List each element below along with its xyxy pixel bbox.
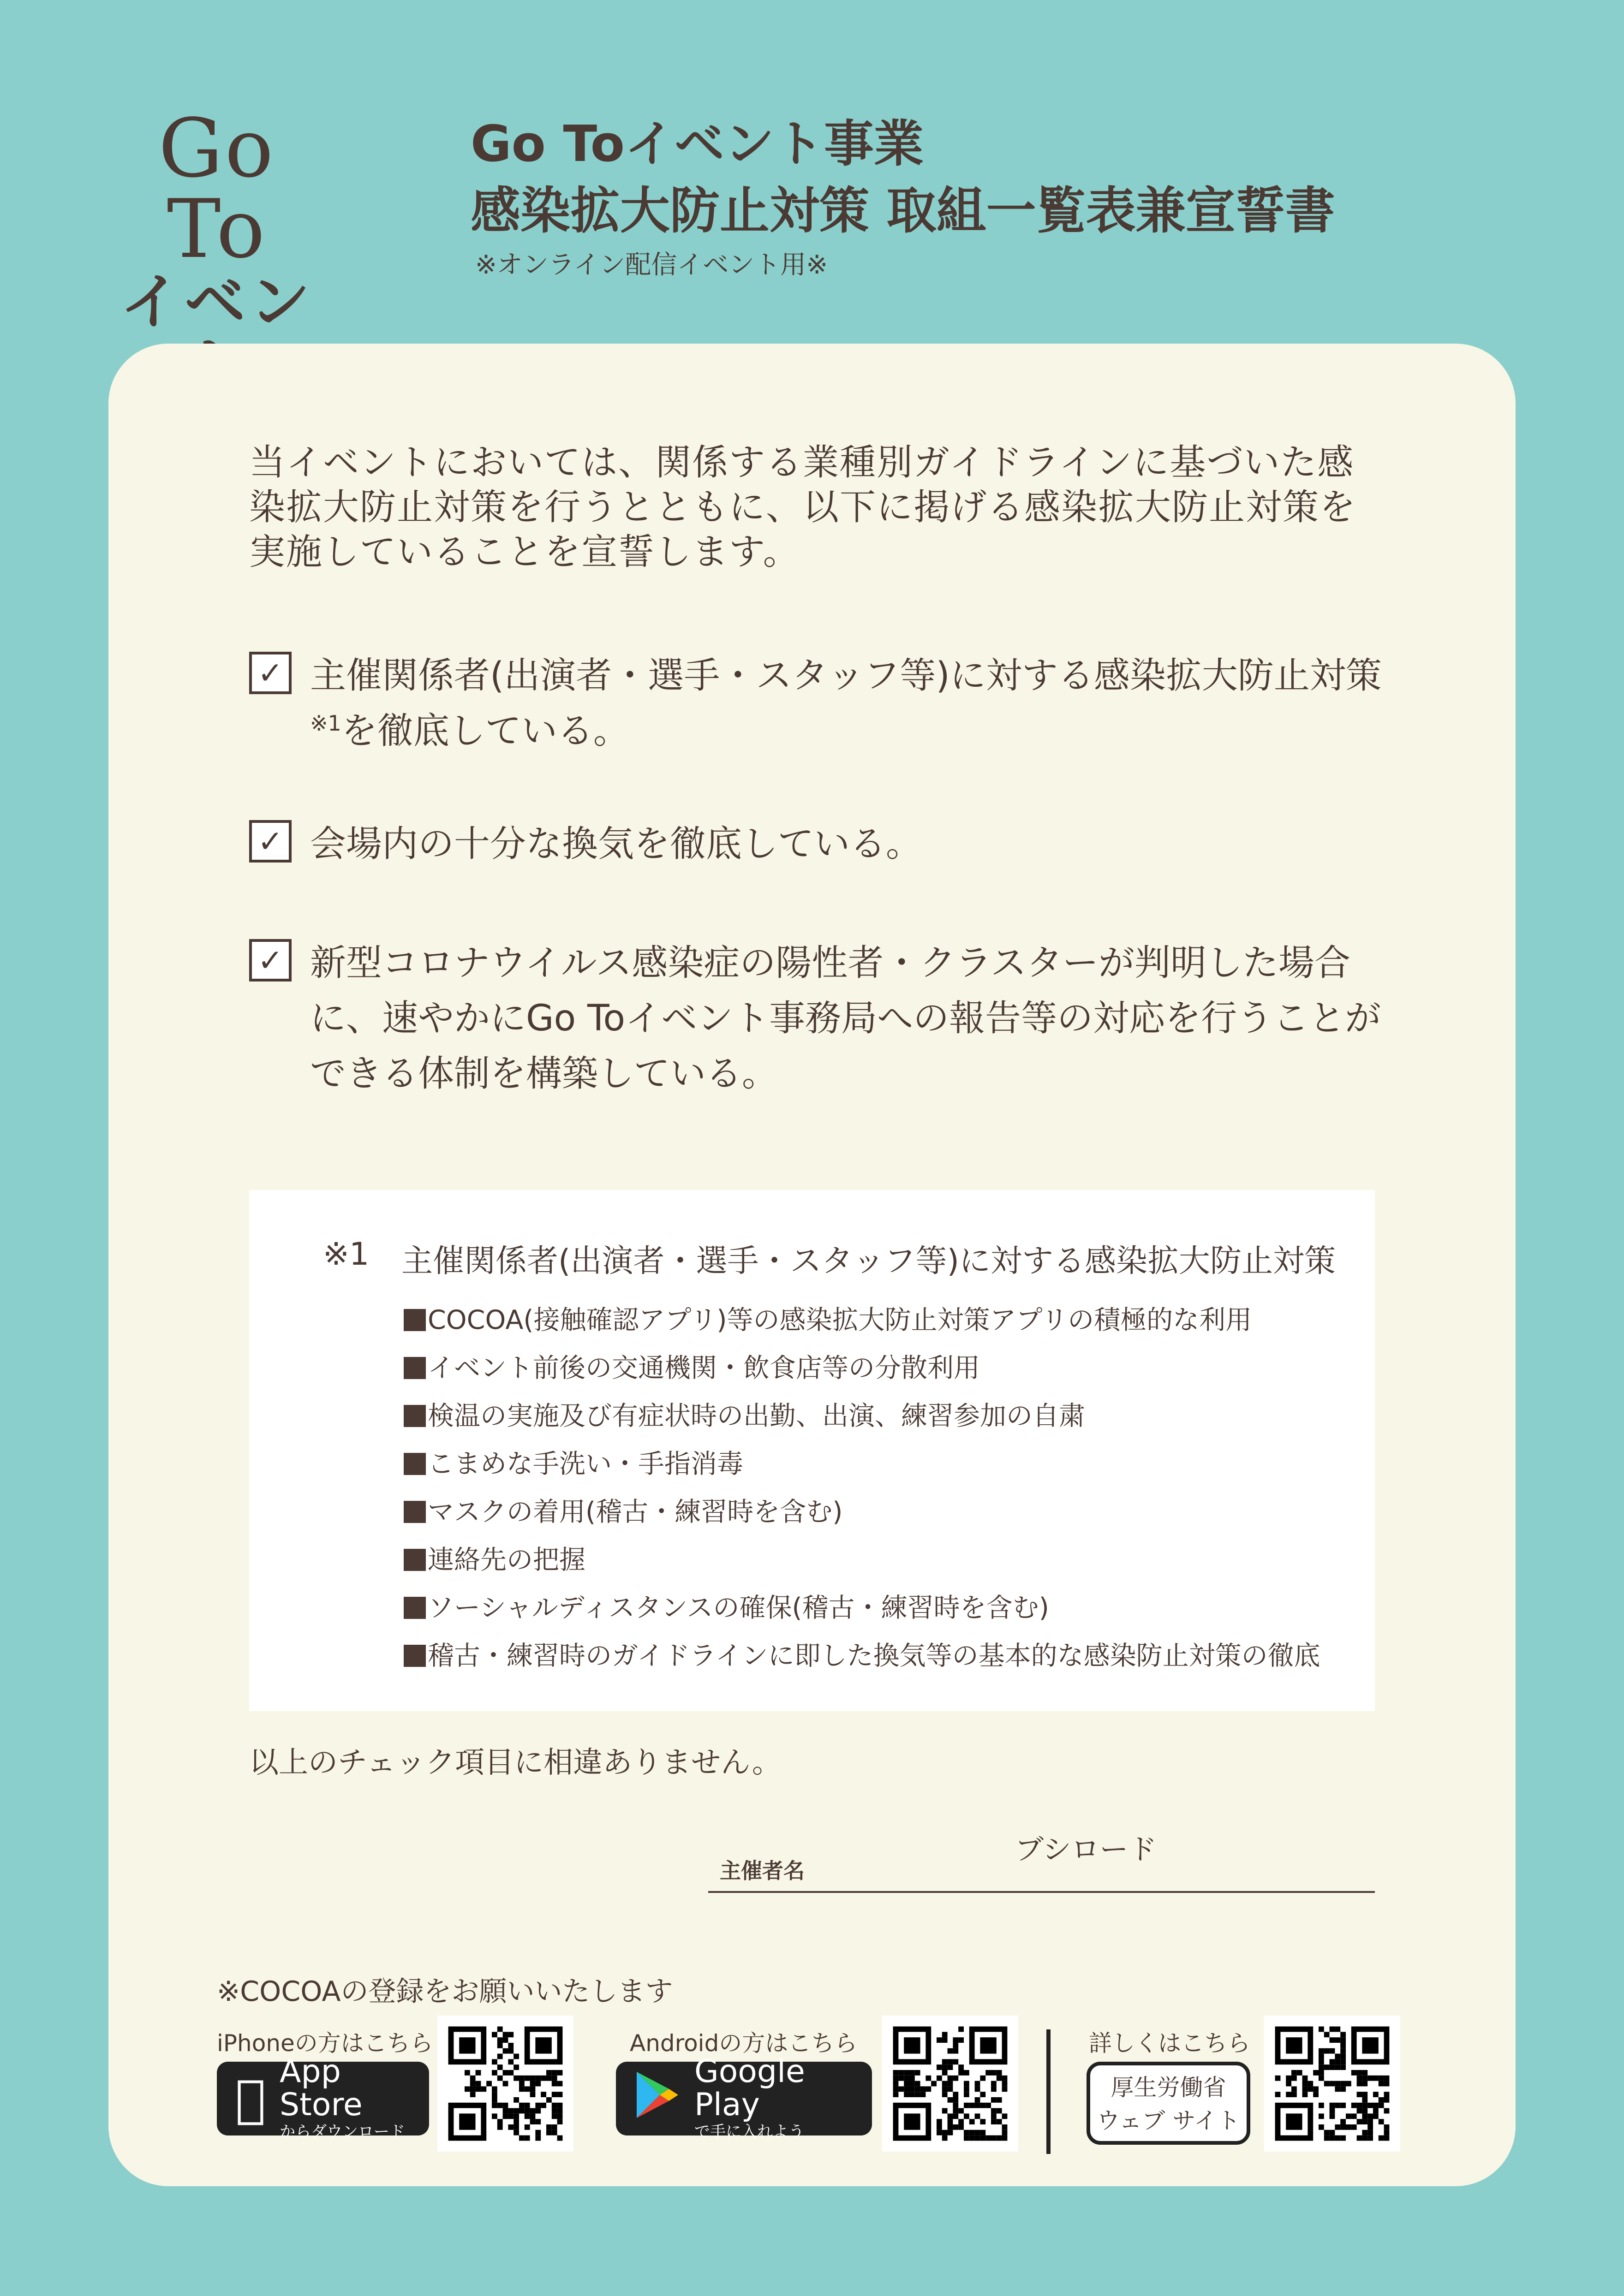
mhlw-website-button[interactable] — [1087, 2062, 1250, 2145]
google-play-button[interactable] — [616, 2053, 872, 2141]
measures-note-box — [249, 1190, 1375, 1711]
google-play-icon — [634, 2070, 681, 2128]
list-item: ソーシャルディスタンスの確保(稽古・練習時を含む) — [404, 1584, 1320, 1632]
list-item: 検温の実施及び有症状時の出勤、出演、練習参加の自粛 — [404, 1392, 1320, 1440]
checklist-item-2-text: 会場内の十分な換気を徹底している。 — [310, 823, 922, 865]
square-bullet-icon — [404, 1501, 426, 1523]
note-ref: ※1 — [310, 711, 341, 736]
iphone-label: iPhoneの方はこちら — [217, 2030, 433, 2057]
android-qr-code[interactable] — [882, 2016, 1018, 2152]
confirmation-text: 以上のチェック項目に相違ありません。 — [249, 1746, 782, 1780]
details-label: 詳しくはこちら — [1089, 2030, 1250, 2057]
cocoa-title: ※COCOAの登録をお願いいたします — [217, 1975, 673, 2008]
mhlw-qr-code[interactable] — [1264, 2016, 1400, 2152]
android-label: Androidの方はこちら — [630, 2030, 858, 2057]
page-title — [471, 111, 1335, 244]
mhlw-line-1: 厚生労働省 — [1111, 2074, 1226, 2101]
organizer-name-field[interactable]: ブシロード — [1015, 1832, 1157, 1866]
note-title-text: 主催関係者(出演者・選手・スタッフ等)に対する感染拡大防止対策 — [401, 1243, 1336, 1279]
list-item: イベント前後の交通機関・飲食店等の分散利用 — [404, 1344, 1320, 1392]
organizer-underline — [708, 1891, 1375, 1893]
checkbox-3[interactable] — [249, 939, 292, 981]
app-store-sub: からダウンロード — [249, 2106, 375, 2124]
check-mark-icon: ✓ — [257, 655, 283, 691]
checklist-item-3-text: 新型コロナウイルス感染症の陽性者・クラスターが判明した場合に、速やかにGo Toイベント事務局への報告等の対応を行うことができる体制を構築している。 — [310, 942, 1381, 1094]
checklist-item-1-text: 主催関係者(出演者・選手・スタッフ等)に対する感染拡大防止対策 — [310, 655, 1382, 696]
title-line-1: Go Toイベント事業 — [471, 115, 924, 173]
square-bullet-icon — [404, 1453, 426, 1475]
checkbox-2[interactable] — [249, 820, 292, 862]
mhlw-line-2: ウェブ サイト — [1097, 2107, 1240, 2134]
checklist-item-2 — [249, 816, 1384, 872]
list-item: 稽古・練習時のガイドラインに即した換気等の基本的な感染防止対策の徹底 — [404, 1632, 1320, 1680]
list-item: こまめな手洗い・手指消毒 — [404, 1440, 1320, 1488]
checklist-item-1 — [249, 648, 1384, 759]
app-store-name: App Store — [249, 2070, 404, 2106]
list-item: COCOA(接触確認アプリ)等の感染拡大防止対策アプリの積極的な利用 — [404, 1296, 1320, 1344]
list-item: 連絡先の把握 — [404, 1536, 1320, 1584]
checklist-item-3 — [249, 935, 1384, 1101]
iphone-qr-code[interactable] — [437, 2016, 573, 2152]
title-line-2: 感染拡大防止対策 取組一覧表兼宣誓書 — [471, 182, 1335, 240]
check-mark-icon: ✓ — [257, 823, 283, 859]
square-bullet-icon — [404, 1549, 426, 1571]
intro-text: 当イベントにおいては、関係する業種別ガイドラインに基づいた感染拡大防止対策を行うとともに、以下に掲げる感染拡大防止対策を実施していることを宣誓します。 — [249, 442, 1357, 573]
square-bullet-icon — [404, 1405, 426, 1427]
logo-goto-text: Go To — [158, 102, 275, 276]
google-play-sub: で手に入れよう — [694, 2123, 804, 2141]
note-mark: ※1 — [323, 1236, 370, 1273]
page-subtitle: ※オンライン配信イベント用※ — [475, 250, 828, 280]
app-store-button[interactable] — [217, 2062, 429, 2135]
square-bullet-icon — [404, 1309, 426, 1331]
list-item: マスクの着用(稽古・練習時を含む) — [404, 1488, 1320, 1536]
organizer-label: 主催者名 — [720, 1858, 805, 1883]
square-bullet-icon — [404, 1357, 426, 1379]
square-bullet-icon — [404, 1597, 426, 1619]
square-bullet-icon — [404, 1645, 426, 1667]
checkbox-1[interactable] — [249, 652, 292, 694]
divider — [1046, 2029, 1051, 2154]
note-title — [323, 1236, 1336, 1281]
google-play-name: Google Play — [694, 2053, 805, 2123]
logo-event-text: イベン — [120, 267, 314, 338]
apple-icon — [235, 2073, 266, 2124]
checklist-item-1-text-after: を徹底している。 — [341, 710, 629, 752]
check-mark-icon: ✓ — [257, 942, 283, 978]
measures-list — [404, 1296, 1320, 1680]
